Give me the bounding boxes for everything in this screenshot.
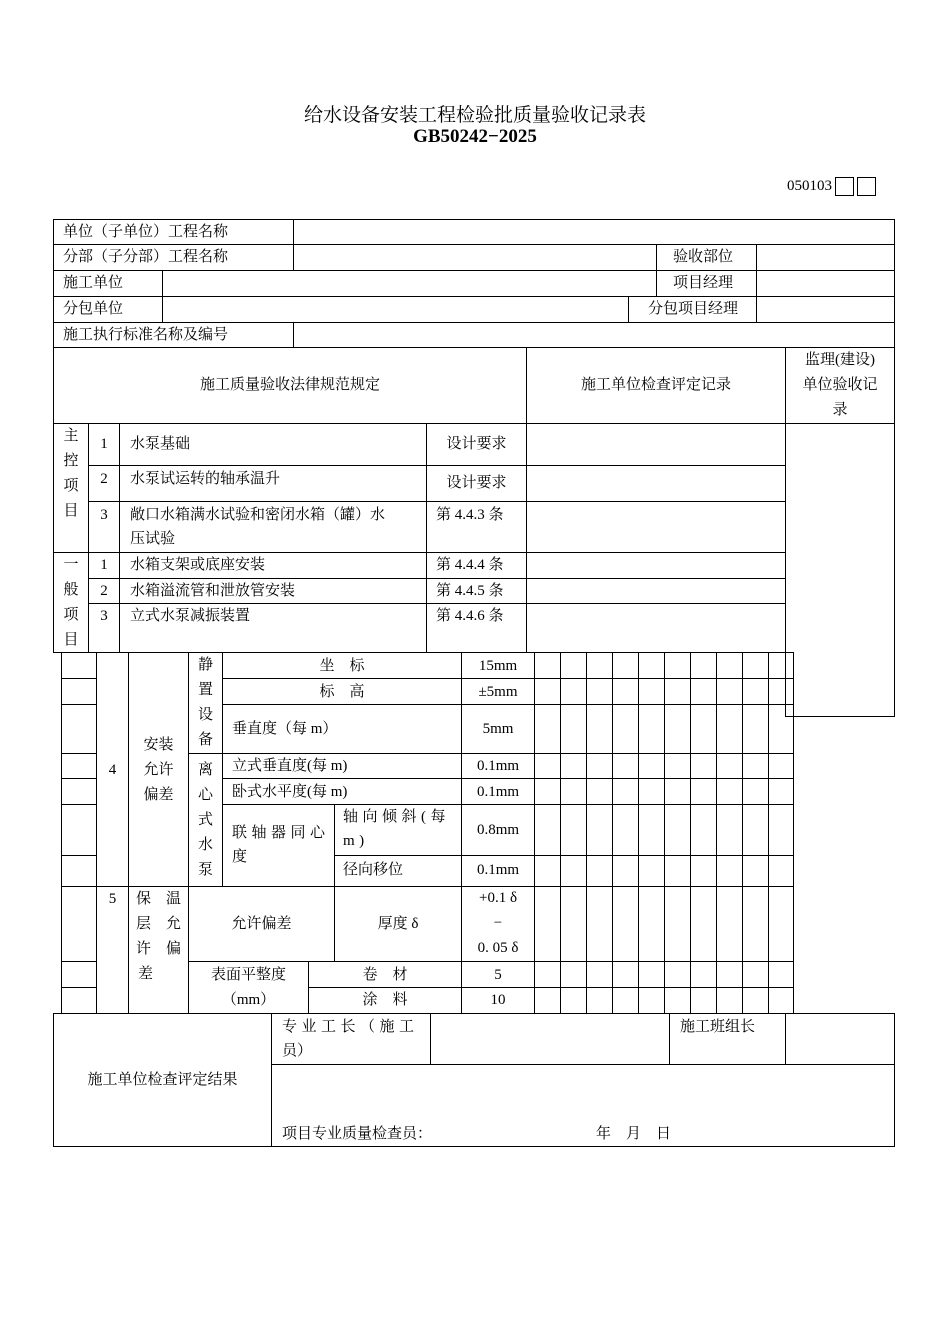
- general-item-req: 第 4.4.4 条: [436, 557, 504, 573]
- pump-label-5: 泵: [197, 862, 213, 878]
- supervision-header-1: 监理(建设): [805, 352, 875, 368]
- thickness-value-1: +0.1 δ: [478, 890, 518, 906]
- pump-label-2: 心: [197, 787, 213, 803]
- thickness-value-2: −: [493, 915, 503, 931]
- insulation-label-3: 许 偏: [135, 941, 181, 957]
- coat-value: 10: [490, 992, 506, 1008]
- main-item-text: 水泵基础: [130, 436, 191, 452]
- axial-value: 0.8mm: [476, 822, 520, 838]
- construction-unit-label: 施工单位: [63, 275, 124, 291]
- radial-label: 径向移位: [343, 862, 404, 878]
- insulation-no: 5: [108, 891, 117, 907]
- general-item-no: 2: [100, 583, 108, 599]
- pump-label-3: 式: [197, 812, 213, 828]
- deviation-label-3: 偏差: [143, 787, 174, 803]
- main-item-req: 设计要求: [446, 436, 507, 452]
- subcontract-unit-label: 分包单位: [63, 301, 124, 317]
- sub-project-label: 分部（子分部）工程名称: [63, 249, 229, 265]
- main-item-req: 设计要求: [446, 475, 507, 491]
- standard-number: GB50242−2025: [413, 126, 537, 147]
- insulation-label-4: 差: [138, 966, 154, 982]
- main-item-text: 敞口水箱满水试验和密闭水箱（罐）水: [130, 507, 386, 523]
- date-label: 年 月 日: [596, 1126, 672, 1142]
- main-item-no: 2: [100, 471, 108, 487]
- general-label-4: 目: [63, 632, 79, 648]
- main-item-text: 水泵试运转的轴承温升: [130, 471, 281, 487]
- main-item-req: 第 4.4.3 条: [436, 507, 504, 523]
- project-manager-label: 项目经理: [673, 275, 734, 291]
- main-item-text-cont: 压试验: [130, 531, 176, 547]
- general-item-req: 第 4.4.5 条: [436, 583, 504, 599]
- deviation-label-1: 安装: [143, 737, 174, 753]
- pump-label-4: 水: [197, 837, 213, 853]
- deviation-item: 垂直度（每 m）: [232, 721, 338, 737]
- deviation-value: 5mm: [482, 721, 514, 737]
- insulation-label-1: 保 温: [135, 891, 181, 907]
- supervision-header-2: 单位验收记: [802, 377, 878, 393]
- unit-project-label: 单位（子单位）工程名称: [63, 224, 229, 240]
- general-item-no: 1: [100, 557, 108, 573]
- main-item-no: 3: [100, 507, 108, 523]
- roll-label: 卷 材: [362, 967, 408, 983]
- roll-value: 5: [494, 967, 502, 983]
- team-leader-label: 施工班组长: [680, 1019, 756, 1035]
- main-label-4: 目: [63, 503, 79, 519]
- code-box-2[interactable]: [857, 177, 876, 196]
- static-label-2: 置: [197, 682, 213, 698]
- insulation-allow: 允许偏差: [231, 916, 292, 932]
- subcontract-manager-label: 分包项目经理: [648, 301, 739, 317]
- insulation-thickness: 厚度 δ: [377, 916, 419, 932]
- main-item-no: 1: [100, 436, 108, 452]
- general-item-text: 水箱支架或底座安装: [130, 557, 266, 573]
- form-code: [787, 177, 876, 196]
- form-code-number: 050103: [787, 178, 832, 194]
- deviation-value: 0.1mm: [476, 784, 520, 800]
- general-label-3: 项: [63, 607, 79, 623]
- pump-label-1: 离: [197, 762, 213, 778]
- deviation-no: 4: [108, 762, 117, 778]
- static-label-1: 静: [197, 657, 213, 673]
- deviation-label-2: 允许: [143, 762, 174, 778]
- result-label: 施工单位检查评定结果: [87, 1072, 238, 1088]
- general-item-text: 立式水泵减振装置: [130, 608, 251, 624]
- code-box-1[interactable]: [835, 177, 854, 196]
- deviation-item: 卧式水平度(每 m): [232, 784, 348, 800]
- general-item-text: 水箱溢流管和泄放管安装: [130, 583, 296, 599]
- deviation-value: ±5mm: [478, 684, 518, 700]
- static-label-4: 备: [197, 732, 213, 748]
- form-title: 给水设备安装工程检验批质量验收记录表: [303, 104, 646, 126]
- check-record-header: 施工单位检查评定记录: [580, 377, 731, 393]
- general-item-no: 3: [100, 608, 108, 624]
- main-label-2: 控: [63, 453, 79, 469]
- deviation-item: 坐 标: [319, 658, 365, 674]
- accept-part-label: 验收部位: [673, 249, 734, 265]
- inspector-label: 项目专业质量检查员：: [282, 1126, 433, 1142]
- insulation-label-2: 层 允: [135, 916, 181, 932]
- standard-name-label: 施工执行标准名称及编号: [63, 327, 229, 343]
- coat-label: 涂 料: [362, 992, 408, 1008]
- main-label-1: 主: [63, 428, 79, 444]
- static-label-3: 设: [197, 707, 213, 723]
- supervision-header-3: 录: [832, 402, 848, 418]
- thickness-value-3: 0. 05 δ: [477, 940, 519, 956]
- foreman-label-cont: 员）: [282, 1043, 313, 1059]
- deviation-value: 15mm: [478, 658, 518, 674]
- deviation-item: 立式垂直度(每 m): [232, 758, 348, 774]
- axial-label: 轴向倾斜(每 m): [343, 809, 450, 849]
- flatness-label: 表面平整度: [210, 967, 286, 983]
- deviation-value: 0.1mm: [476, 758, 520, 774]
- regulation-header: 施工质量验收法律规范规定: [199, 377, 380, 393]
- general-label-2: 般: [63, 582, 79, 598]
- general-label-1: 一: [63, 557, 79, 573]
- foreman-label: 专业工长（施工: [282, 1019, 419, 1035]
- general-item-req: 第 4.4.6 条: [436, 608, 504, 624]
- main-label-3: 项: [63, 478, 79, 494]
- radial-value: 0.1mm: [476, 862, 520, 878]
- flatness-unit: （mm）: [221, 992, 276, 1008]
- deviation-item: 标 高: [319, 684, 365, 700]
- coupling-label: 联轴器同心度: [232, 825, 330, 865]
